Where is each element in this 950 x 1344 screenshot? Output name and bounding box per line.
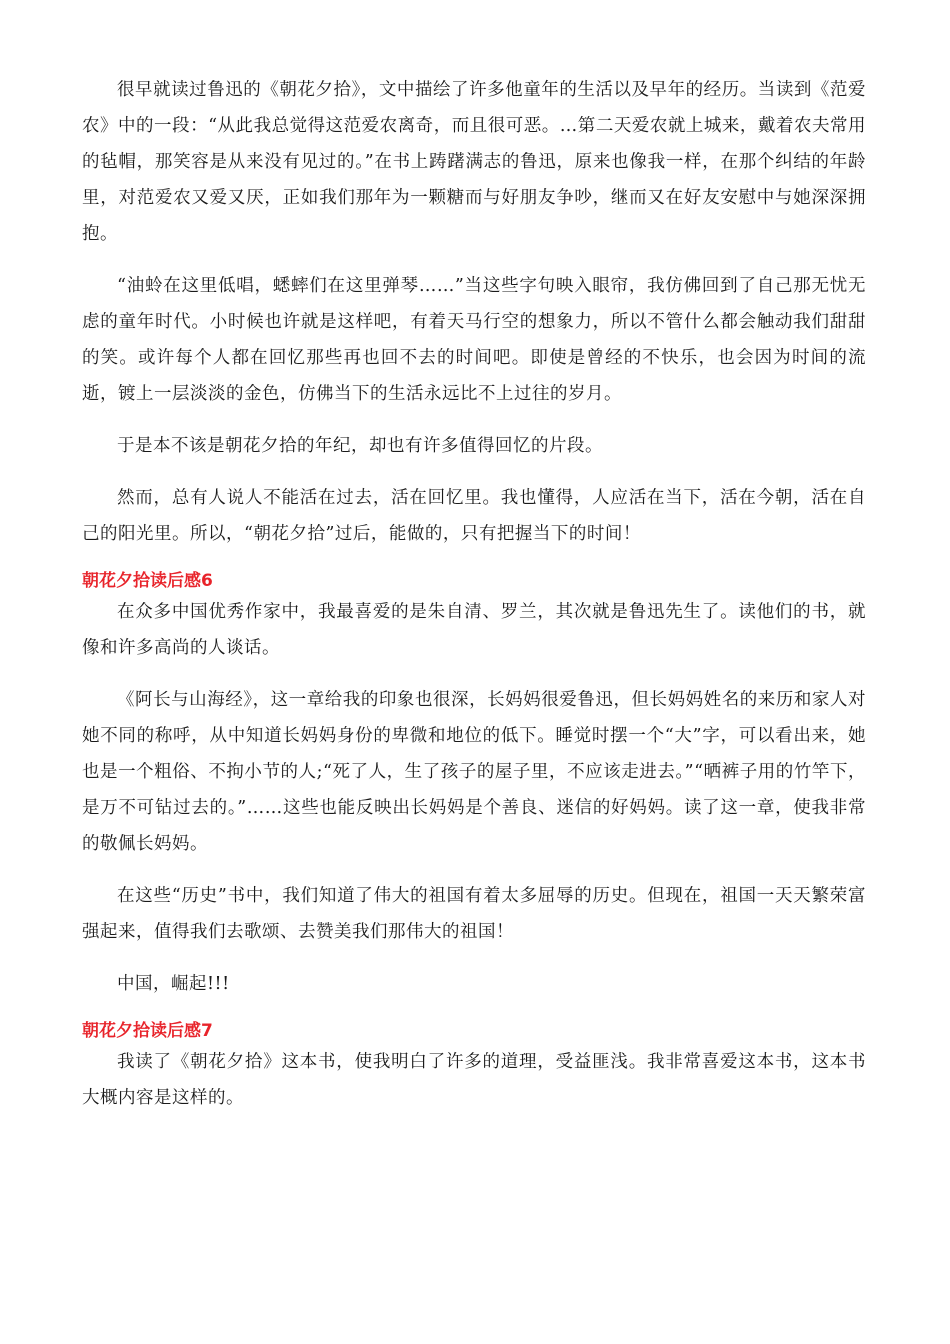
paragraph: 在这些“历史”书中，我们知道了伟大的祖国有着太多屈辱的历史。但现在，祖国一天天繁荣富强起来，值得我们去歌颂、去赞美我们那伟大的祖国！ [82,886,866,942]
paragraph: 很早就读过鲁迅的《朝花夕拾》，文中描绘了许多他童年的生活以及早年的经历。当读到《范爱农》中的一段：“从此我总觉得这范爱农离奇，而且很可恶。…第二天爱农就上城来，戴着农夫常用的毡帽，那笑容是从来没有见过的。”在书上踌躇满志的鲁迅，原来也像我一样，在那个纠结的年龄里，对范爱农又爱又厌，正如我们那年为一颗糖而与好朋友争吵，继而又在好友安慰中与她深深拥抱。 [82,80,866,244]
paragraph: 中国，崛起!!! [117,974,230,994]
paragraph: “油蛉在这里低唱，蟋蟀们在这里弹琴……”当这些字句映入眼帘，我仿佛回到了自己那无忧无虑的童年时代。小时候也许就是这样吧，有着天马行空的想象力，所以不管什么都会触动我们甜甜的笑。或许每个人都在回忆那些再也回不去的时间吧。即使是曾经的不快乐，也会因为时间的流逝，镀上一层淡淡的金色，仿佛当下的生活永远比不上过往的岁月。 [82,276,866,404]
paragraph: 在众多中国优秀作家中，我最喜爱的是朱自清、罗兰，其次就是鲁迅先生了。读他们的书，就像和许多高尚的人谈话。 [82,602,866,658]
paragraph: 《阿长与山海经》，这一章给我的印象也很深，长妈妈很爱鲁迅，但长妈妈姓名的来历和家人对她不同的称呼，从中知道长妈妈身份的卑微和地位的低下。睡觉时摆一个“大”字，可以看出来，她也是一个粗俗、不拘小节的人;“死了人，生了孩子的屋子里，不应该走进去。”“晒裤子用的竹竿下，是万不可钻过去的。”……这些也能反映出长妈妈是个善良、迷信的好妈妈。读了这一章，使我非常的敬佩长妈妈。 [82,690,866,854]
section-heading-6: 朝花夕拾读后感6 [82,571,213,591]
document-body [82,72,866,1132]
section-heading-7: 朝花夕拾读后感7 [82,1021,213,1041]
paragraph: 然而，总有人说人不能活在过去，活在回忆里。我也懂得，人应活在当下，活在今朝，活在自己的阳光里。所以，“朝花夕拾”过后，能做的，只有把握当下的时间！ [82,488,866,544]
paragraph: 我读了《朝花夕拾》这本书，使我明白了许多的道理，受益匪浅。我非常喜爱这本书，这本书大概内容是这样的。 [82,1052,866,1108]
paragraph: 于是本不该是朝花夕拾的年纪，却也有许多值得回忆的片段。 [117,436,603,456]
